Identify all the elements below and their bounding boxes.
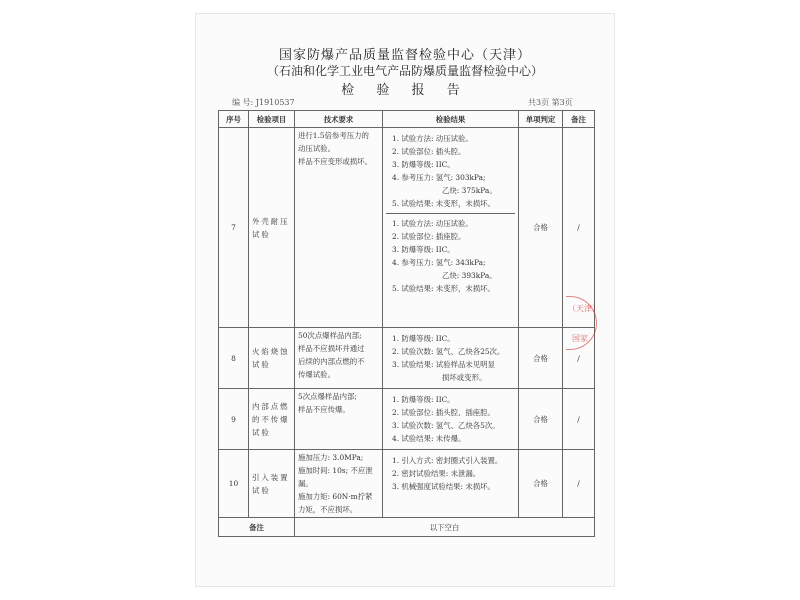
result-cell <box>383 128 519 328</box>
result-line: 4. 参考压力: 氢气: 303kPa; <box>392 173 486 182</box>
column-header: 检验项目 <box>249 111 295 128</box>
result-line: 5. 试验结果: 未变形，未损坏。 <box>392 284 495 293</box>
table-header-row <box>219 111 595 128</box>
report-number: 编 号: J1910537 <box>232 98 295 107</box>
result-line: 1. 防爆等级: IIC。 <box>392 395 455 404</box>
requirement-line: 力矩，不应损坏。 <box>298 505 358 514</box>
row-number: 9 <box>219 389 249 450</box>
test-item: 引入装置试验 <box>249 450 295 518</box>
result-line: 5. 试验结果: 未变形，未损坏。 <box>392 199 495 208</box>
result-line: 3. 试验结果: 试验样品未见明显 <box>392 360 495 369</box>
table-row <box>219 450 595 518</box>
verdict: 合格 <box>519 450 563 518</box>
result-line: 3. 机械强度试验结果: 未损坏。 <box>392 482 495 491</box>
result-line: 3. 试验次数: 氢气、乙炔各5次。 <box>392 421 500 430</box>
report-heading: 检 验 报 告 <box>341 83 469 98</box>
requirement-cell <box>295 128 383 328</box>
requirement-cell <box>295 328 383 389</box>
result-line: 4. 试验结果: 未传爆。 <box>392 434 466 443</box>
row-number: 7 <box>219 128 249 328</box>
table-row <box>219 389 595 450</box>
result-line: 2. 试验次数: 氢气、乙炔各25次。 <box>392 347 505 356</box>
verdict: 合格 <box>519 128 563 328</box>
test-item: 内部点燃的不传爆试验 <box>249 389 295 450</box>
result-group <box>386 329 515 387</box>
report-title: 国家防爆产品质量监督检验中心（天津） <box>278 48 531 63</box>
requirement-line: 样品不应变形或损坏。 <box>298 157 372 166</box>
column-header: 单项判定 <box>519 111 563 128</box>
report-subtitle: （石油和化学工业电气产品防爆质量监督检验中心） <box>266 64 543 78</box>
requirement-line: 施加压力: 3.0MPa; <box>298 453 364 462</box>
result-group <box>386 451 515 496</box>
result-line: 2. 密封试验结果: 未泄漏。 <box>392 469 481 478</box>
result-line: 1. 防爆等级: IIC。 <box>392 334 455 343</box>
result-cell <box>383 389 519 450</box>
requirement-cell <box>295 450 383 518</box>
requirement-line: 5次点爆样品内部; <box>298 392 357 401</box>
result-line: 1. 试验方法: 动压试验。 <box>392 219 473 228</box>
requirement-line: 50次点爆样品内部; <box>298 331 362 340</box>
test-item: 火焰烧蚀试验 <box>249 328 295 389</box>
page-count: 共3页 第3页 <box>528 98 573 107</box>
test-item: 外壳耐压试验 <box>249 128 295 328</box>
row-number: 8 <box>219 328 249 389</box>
table-row <box>219 328 595 389</box>
result-line: 损坏或变形。 <box>442 373 487 382</box>
seal-text: （天津） <box>568 304 600 313</box>
footer-text: 以下空白 <box>295 518 595 537</box>
verdict: 合格 <box>519 328 563 389</box>
inspection-table <box>218 110 600 537</box>
row-number: 10 <box>219 450 249 518</box>
requirement-line: 进行1.5倍参考压力的 <box>298 131 369 140</box>
column-header: 检验结果 <box>383 111 519 128</box>
result-line: 2. 试验部位: 插座腔。 <box>392 232 466 241</box>
column-header: 备注 <box>563 111 595 128</box>
remark: / <box>563 389 595 450</box>
verdict: 合格 <box>519 389 563 450</box>
column-header: 技术要求 <box>295 111 383 128</box>
result-line: 1. 引入方式: 密封圈式引入装置。 <box>392 456 503 465</box>
result-line: 4. 参考压力: 氢气: 343kPa; <box>392 258 486 267</box>
result-line: 1. 试验方法: 动压试验。 <box>392 134 473 143</box>
result-line: 乙炔: 393kPa。 <box>442 271 497 280</box>
result-line: 2. 试验部位: 插头腔、插座腔。 <box>392 408 495 417</box>
remark: / <box>563 450 595 518</box>
requirement-line: 传爆试验。 <box>298 370 335 379</box>
result-cell <box>383 328 519 389</box>
result-line: 2. 试验部位: 插头腔。 <box>392 147 466 156</box>
result-line: 3. 防爆等级: IIC。 <box>392 160 455 169</box>
remark: / <box>563 328 595 389</box>
requirement-line: 后续的内部点燃的不 <box>298 357 365 366</box>
footer-label: 备注 <box>219 518 295 537</box>
result-group <box>386 213 515 298</box>
result-line: 3. 防爆等级: IIC。 <box>392 245 455 254</box>
requirement-cell <box>295 389 383 450</box>
result-group <box>386 129 515 213</box>
seal-text: 国家 <box>572 334 588 343</box>
requirement-line: 施加时间: 10s; 不应泄漏。 <box>298 466 373 488</box>
requirement-line: 样品不应损坏并通过 <box>298 344 365 353</box>
requirement-line: 动压试验。 <box>298 144 335 153</box>
result-line: 乙炔: 375kPa。 <box>442 186 497 195</box>
result-group <box>386 390 515 448</box>
footer-row <box>219 518 595 537</box>
requirement-line: 样品不应传爆。 <box>298 405 350 414</box>
table-row <box>219 128 595 328</box>
requirement-line: 施加力矩: 60N·m拧紧 <box>298 492 373 501</box>
column-header: 序号 <box>219 111 249 128</box>
remark: / <box>563 128 595 328</box>
result-cell <box>383 450 519 518</box>
